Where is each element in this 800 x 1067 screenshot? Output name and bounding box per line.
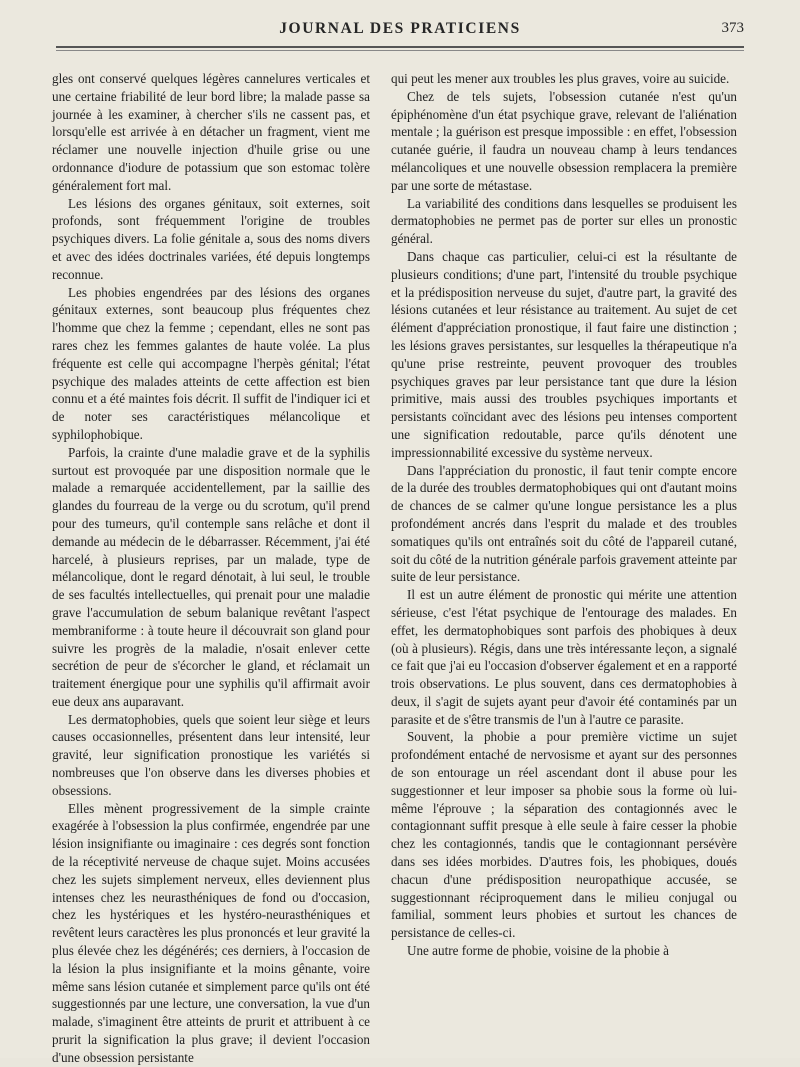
paragraph: Une autre forme de phobie, voisine de la phobie à [407,943,669,959]
header-rule [56,46,744,48]
paragraph: Souvent, la phobie a pour première victime un sujet profondément entaché de nervosisme et ayant sur des personnes de son entourage un réel ascendant dont il abuse pour les suggestionner et leur imposer sa phobie sous la forme où lui-même l'éprouve ; la séparation des contagionnés avec le contagionnant suffit presque à elle seule à faire cesser la phobie chez les contagionnés, tandis que le contagionnant persévère dans ses idées morbides. D'autres fois, les phobiques, doués chacun d'une prédisposition neuropathique accusée, se suggestionnant réciproquement dans le milieu conjugal ou familial, somment leurs phobies et surtout les chances de persistance de celles-ci. [391,729,737,941]
paragraph: qui peut les mener aux troubles les plus graves, voire au suicide. [391,71,730,86]
paragraph: Dans l'appréciation du pronostic, il faut tenir compte encore de la durée des troubles dermatophobiques qui ont d'autant moins de chances de se calmer qu'une longue persistance les a plus profondément ancrés dans l'esprit du malade et des troubles somatiques qu'ils ont entraînés soit du côté de l'appareil cutané, soit du côté de la nutrition générale parfois gravement atteinte par suite de leur persistance. [391,462,737,585]
paragraph: La variabilité des conditions dans lesquelles se produisent les dermatophobies ne permet pas de porter sur elles un pronostic général. [391,195,737,247]
journal-title: JOURNAL DES PRATICIENS [279,20,521,37]
running-head [56,18,744,42]
paragraph: Il est un autre élément de pronostic qui mérite une attention sérieuse, c'est l'état psychique de l'entourage des malades. En effet, les dermatophobiques sont parfois des phobiques à deux (où à plusieurs). Régis, dans une très intéressante leçon, a signalé ce fait que j'ai eu l'occasion d'observer également et en a rapporté trois observations. Le plus souvent, dans ces dermatophobies à deux, il s'agit de sujets ayant peur d'avoir été contaminés par un parasite et de s'être transmis de l'un à l'autre ce parasite. [391,587,737,727]
paragraph: gles ont conservé quelques légères cannelures verticales et une certaine friabilité de leur bord libre; la malade passe sa journée à les examiner, à chercher s'ils ne cassent pas, et lorsqu'elle est arrivée à en détacher un fragment, vient me réclamer une nouvelle injection d'huile grise ou une ordonnance d'iodure de potassium que son estomac tolère généralement fort mal. [52,71,370,193]
paragraph: Les dermatophobies, quels que soient leur siège et leurs causes occasionnelles, présentent dans leur intensité, leur gravité, leur signification pronostique les variétés si nombreuses que l'on observe dans les diverses phobies et obsessions. [52,711,370,798]
paragraph: Elles mènent progressivement de la simple crainte exagérée à l'obsession la plus confirmée, engendrée par une lésion insignifiante ou imaginaire : ces degrés sont fonction de la réceptivité nerveuse de chaque sujet. Moins accusées chez les sujets simplement nerveux, elles deviennent plus intenses chez les neurasthéniques de fond ou d'occasion, chez les hystériques et les hystéro-neurasthéniques et revêtent leurs caractères les plus prononcés et leur gravité la plus élevée chez les dégénérés; ces derniers, à l'occasion de la lésion la plus insignifiante et la moins gênante, voire même sans lésion cutanée et simplement parce qu'ils ont été suggestionnés par une lecture, une conversation, la vue d'un malade, s'imaginent être atteints de prurit et attribuent à ce prurit la signification la plus grave; il devient l'occasion d'une obsession persistante [52,800,370,1065]
page-number: 373 [721,20,744,36]
paragraph: Les lésions des organes génitaux, soit externes, soit profonds, sont fréquemment l'origine de troubles psychiques divers. La folie génitale a, sous des noms divers et avec des idées doctrinales variées, été depuis longtemps reconnue. [52,195,370,282]
paragraph: Les phobies engendrées par des lésions des organes génitaux externes, sont beaucoup plus fréquentes chez l'homme que chez la femme ; cependant, elles ne sont pas rares chez les femmes galantes de haute volée. La plus fréquente est celle qui accompagne l'herpès génital; l'état psychique des malades atteints de cette affection est bien connu et a été maintes fois décrit. Il suffit de l'indiquer ici et de noter ses caractéristiques mélancolique et syphilophobique. [52,284,370,442]
left-column [52,70,370,1067]
paragraph: Parfois, la crainte d'une maladie grave et de la syphilis surtout est provoquée par une disposition normale que le malade a remarquée accidentellement, par la saillie des glandes du fourreau de la verge ou du scrotum, qu'il prend pour des tumeurs, qu'il contemple sans relâche et dont il demande au médecin de le débarrasser. Récemment, j'ai été harcelé, à plusieurs reprises, par un malade, type de mélancolique, dont le regard dénotait, à lui seul, le trouble de ses facultés intellectuelles, qui prenait pour une maladie grave l'accumulation de sebum balanique revêtant l'aspect membraniforme : à toute heure il découvrait son gland pour suivre les progrès de la maladie, n'osait enlever cette secrétion de peur de s'écorcher le gland, et réclamait un traitement énergique pour une syphilis qu'il affirmait avoir eue deux ans auparavant. [52,444,370,709]
header-rule-thin [56,50,744,51]
paragraph: Chez de tels sujets, l'obsession cutanée n'est qu'un épiphénomène d'un état psychique grave, relevant de l'aliénation mentale ; la guérison est presque impossible : en effet, l'obsession cutanée guérie, il faudra un nouveau champ à leurs tendances mélancoliques et une nouvelle obsession remplacera la première par une sorte de métastase. [391,88,737,193]
right-column [391,70,737,960]
paragraph: Dans chaque cas particulier, celui-ci est la résultante de plusieurs conditions; d'une part, l'intensité du trouble psychique et la prédisposition nerveuse du sujet, d'autre part, la gravité des lésions cutanées et leur résistance au traitement. Au sujet de cet élément d'appréciation pronostique, il faut faire une distinction ; les lésions graves persistantes, sur lesquelles la thérapeutique n'a qu'une prise restreinte, peuvent provoquer des troubles psychiques graves par leur persistance tant que dure la lésion primitive, mais aussi des troubles psychiques importants et persistants coïncidant avec des lésions peu intenses comportent une signification redoutable, parce qu'ils dénotent une impressionnabilité excessive du système nerveux. [391,248,737,460]
